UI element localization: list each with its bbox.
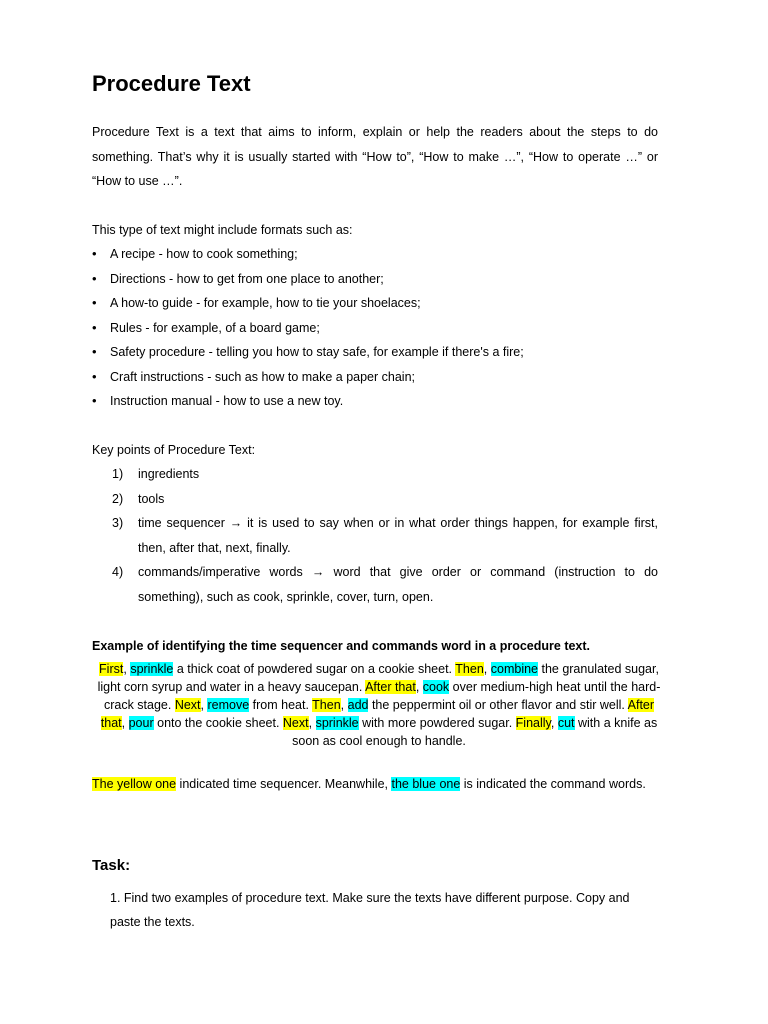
formats-intro: This type of text might include formats such as:	[92, 223, 353, 237]
example-paragraph	[96, 660, 662, 750]
list-item: • Craft instructions - such as how to make a paper chain;	[92, 365, 658, 390]
legend-text: indicated time sequencer. Meanwhile,	[176, 777, 392, 791]
task-heading: Task:	[92, 857, 131, 874]
key-points-list	[112, 462, 658, 609]
list-item	[112, 511, 658, 560]
yellow-legend-label: The yellow one	[92, 777, 177, 791]
example-text: ,	[123, 662, 131, 676]
sequencer-highlight: Then	[312, 698, 341, 712]
sequencer-highlight: First	[99, 662, 124, 676]
list-item: • Instruction manual - how to use a new toy.	[92, 389, 658, 414]
list-text: tools	[138, 491, 165, 506]
formats-list	[92, 242, 658, 414]
list-item: • A how-to guide - for example, how to tie your shoelaces;	[92, 291, 658, 316]
example-text: with more powdered sugar.	[358, 716, 516, 730]
command-highlight: remove	[207, 698, 250, 712]
example-text: ,	[483, 662, 491, 676]
list-text: commands/imperative words → word that give order or command (instruction to do something), such as cook, sprinkle, cover, turn, open.	[138, 565, 658, 604]
sequencer-highlight: Then	[455, 662, 484, 676]
example-text: from heat.	[249, 698, 313, 712]
example-text: a thick coat of powdered sugar on a cookie sheet.	[173, 662, 456, 676]
sequencer-highlight: Finally	[515, 716, 551, 730]
list-item	[112, 560, 658, 609]
command-highlight: cook	[422, 680, 450, 694]
sequencer-highlight: After that	[100, 698, 655, 730]
example-text: ,	[308, 716, 316, 730]
list-text: ingredients	[138, 467, 200, 481]
blue-legend-label: the blue one	[391, 777, 461, 791]
example-text: ,	[200, 698, 208, 712]
legend-paragraph	[92, 772, 658, 797]
example-text: ,	[550, 716, 558, 730]
legend-text: is indicated the command words.	[460, 777, 646, 791]
list-text: time sequencer → it is used to say when or in what order things happen, for example first, then, after that, next, finally.	[138, 516, 658, 555]
list-item	[112, 487, 658, 512]
list-item: • Rules - for example, of a board game;	[92, 316, 658, 341]
list-number: 2)	[112, 491, 124, 506]
command-highlight: add	[347, 698, 369, 712]
example-text: ,	[340, 698, 348, 712]
example-text: ,	[415, 680, 423, 694]
command-highlight: pour	[128, 716, 154, 730]
example-text: ,	[121, 716, 129, 730]
example-text: with a knife as soon as cool enough to handle.	[292, 716, 658, 748]
example-text: the granulated sugar, light corn syrup and water in a heavy saucepan.	[97, 662, 659, 694]
example-text: the peppermint oil or other flavor and stir well.	[368, 698, 628, 712]
list-number: 3)	[112, 516, 124, 530]
key-points-intro: Key points of Procedure Text:	[92, 443, 256, 457]
task-item: 1. Find two examples of procedure text. Make sure the texts have different purpose. Copy and paste the texts.	[110, 891, 630, 929]
list-number: 1)	[112, 467, 124, 481]
list-item	[112, 462, 658, 487]
intro-paragraph: Procedure Text is a text that aims to inform, explain or help the readers about the steps to do something. That’s why it is usually started with “How to”, “How to make …”, “How to operate …” or “How to use …”.	[92, 125, 658, 188]
sequencer-highlight: Next	[282, 716, 309, 730]
command-highlight: sprinkle	[130, 662, 174, 676]
example-text: over medium-high heat until the hard-crack stage.	[103, 680, 661, 712]
command-highlight: combine	[490, 662, 538, 676]
list-number: 4)	[112, 565, 124, 579]
example-heading: Example of identifying the time sequencer and commands word in a procedure text.	[92, 639, 591, 653]
command-highlight: cut	[557, 716, 575, 730]
list-item: • Directions - how to get from one place to another;	[92, 267, 658, 292]
command-highlight: sprinkle	[315, 716, 359, 730]
page-title: Procedure Text	[92, 71, 251, 96]
sequencer-highlight: After that	[365, 680, 416, 694]
list-item: • A recipe - how to cook something;	[92, 242, 658, 267]
example-text: onto the cookie sheet.	[153, 716, 283, 730]
sequencer-highlight: Next	[174, 698, 201, 712]
list-item: • Safety procedure - telling you how to stay safe, for example if there's a fire;	[92, 340, 658, 365]
